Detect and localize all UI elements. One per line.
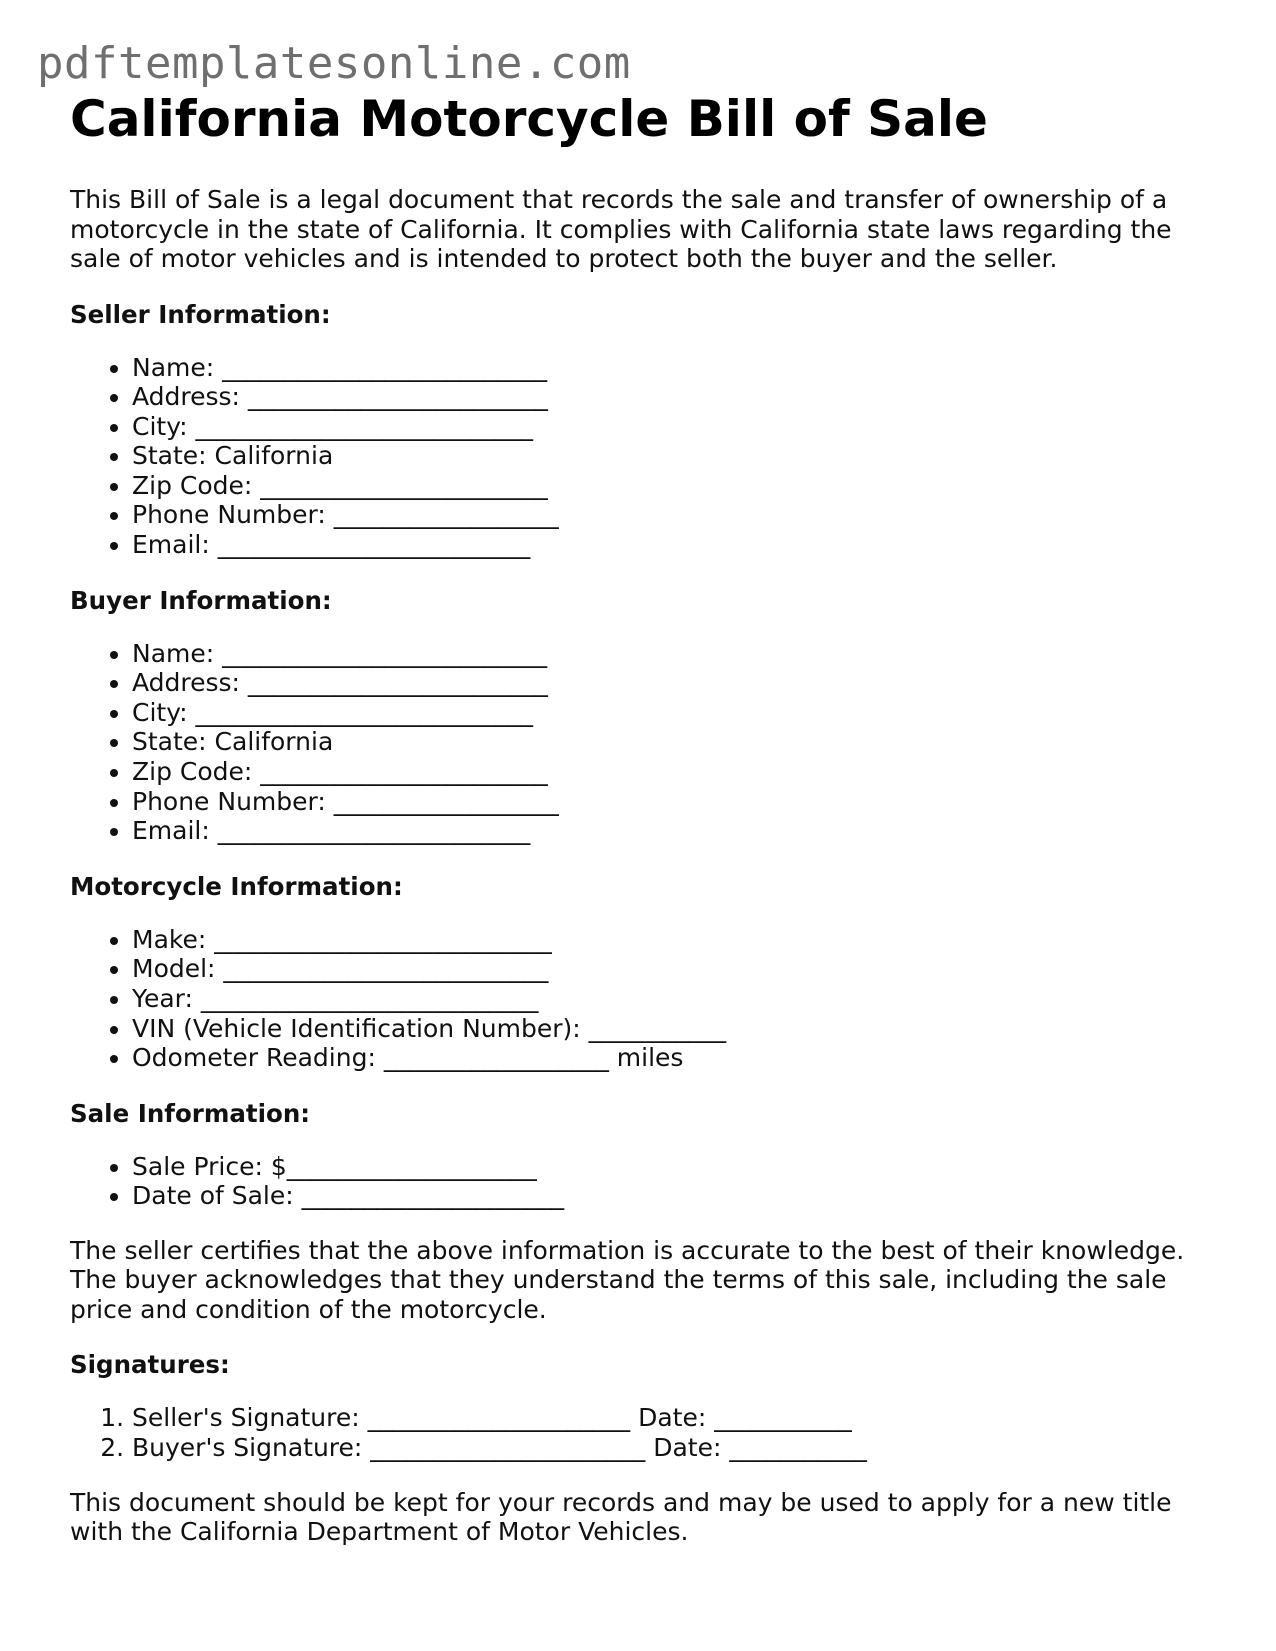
- seller-phone-field: • Phone Number: __________________: [132, 500, 1230, 530]
- motorcycle-info-list: [70, 925, 1230, 1073]
- intro-paragraph: This Bill of Sale is a legal document that records the sale and transfer of ownership of a motorcycle in the state of California. It complies with California state laws regarding the sale of motor vehicles and is intended to protect both the buyer and the seller.: [70, 185, 1172, 273]
- watermark: pdftemplatesonline.com: [37, 38, 631, 89]
- buyer-zip-field: • Zip Code: _______________________: [132, 757, 1230, 787]
- seller-state-field: • State: California: [132, 441, 1230, 471]
- buyer-heading: Buyer Information:: [70, 585, 332, 615]
- document-body: [70, 86, 1230, 1547]
- seller-name-field: • Name: __________________________: [132, 353, 1230, 383]
- certification-paragraph: The seller certifies that the above information is accurate to the best of their knowledge. The buyer acknowledges that they understand the terms of this sale, including the sale price and condition of the motorcycle.: [70, 1235, 1185, 1324]
- seller-email-field: • Email: _________________________: [132, 530, 1230, 560]
- seller-zip-field: • Zip Code: _______________________: [132, 471, 1230, 501]
- closing-paragraph: This document should be kept for your records and may be used to apply for a new title with the California Department of Motor Vehicles.: [70, 1487, 1172, 1547]
- seller-city-field: • City: ___________________________: [132, 412, 1230, 442]
- seller-info-list: [70, 353, 1230, 560]
- sale-info-list: [70, 1152, 1230, 1211]
- document-title: California Motorcycle Bill of Sale: [70, 90, 988, 148]
- motorcycle-make-field: • Make: ___________________________: [132, 925, 1230, 955]
- sale-date-field: • Date of Sale: _____________________: [132, 1181, 1230, 1211]
- sale-price-field: • Sale Price: $____________________: [132, 1152, 1230, 1182]
- buyer-phone-field: • Phone Number: __________________: [132, 787, 1230, 817]
- motorcycle-vin-field: • VIN (Vehicle Identification Number): ___________: [132, 1014, 1230, 1044]
- motorcycle-heading: Motorcycle Information:: [70, 871, 403, 901]
- buyer-info-list: [70, 639, 1230, 846]
- signatures-heading: Signatures:: [70, 1350, 230, 1380]
- seller-signature-field: 1. Seller's Signature: _____________________ Date: ___________: [132, 1403, 1230, 1433]
- motorcycle-year-field: • Year: ___________________________: [132, 984, 1230, 1014]
- buyer-state-field: • State: California: [132, 727, 1230, 757]
- motorcycle-odometer-field: • Odometer Reading: __________________ miles: [132, 1043, 1230, 1073]
- buyer-address-field: • Address: ________________________: [132, 668, 1230, 698]
- seller-heading: Seller Information:: [70, 299, 331, 329]
- buyer-email-field: • Email: _________________________: [132, 816, 1230, 846]
- sale-heading: Sale Information:: [70, 1098, 311, 1128]
- signatures-list: [70, 1403, 1230, 1462]
- buyer-signature-field: 2. Buyer's Signature: ______________________ Date: ___________: [132, 1433, 1230, 1463]
- buyer-city-field: • City: ___________________________: [132, 698, 1230, 728]
- seller-address-field: • Address: ________________________: [132, 382, 1230, 412]
- buyer-name-field: • Name: __________________________: [132, 639, 1230, 669]
- motorcycle-model-field: • Model: __________________________: [132, 954, 1230, 984]
